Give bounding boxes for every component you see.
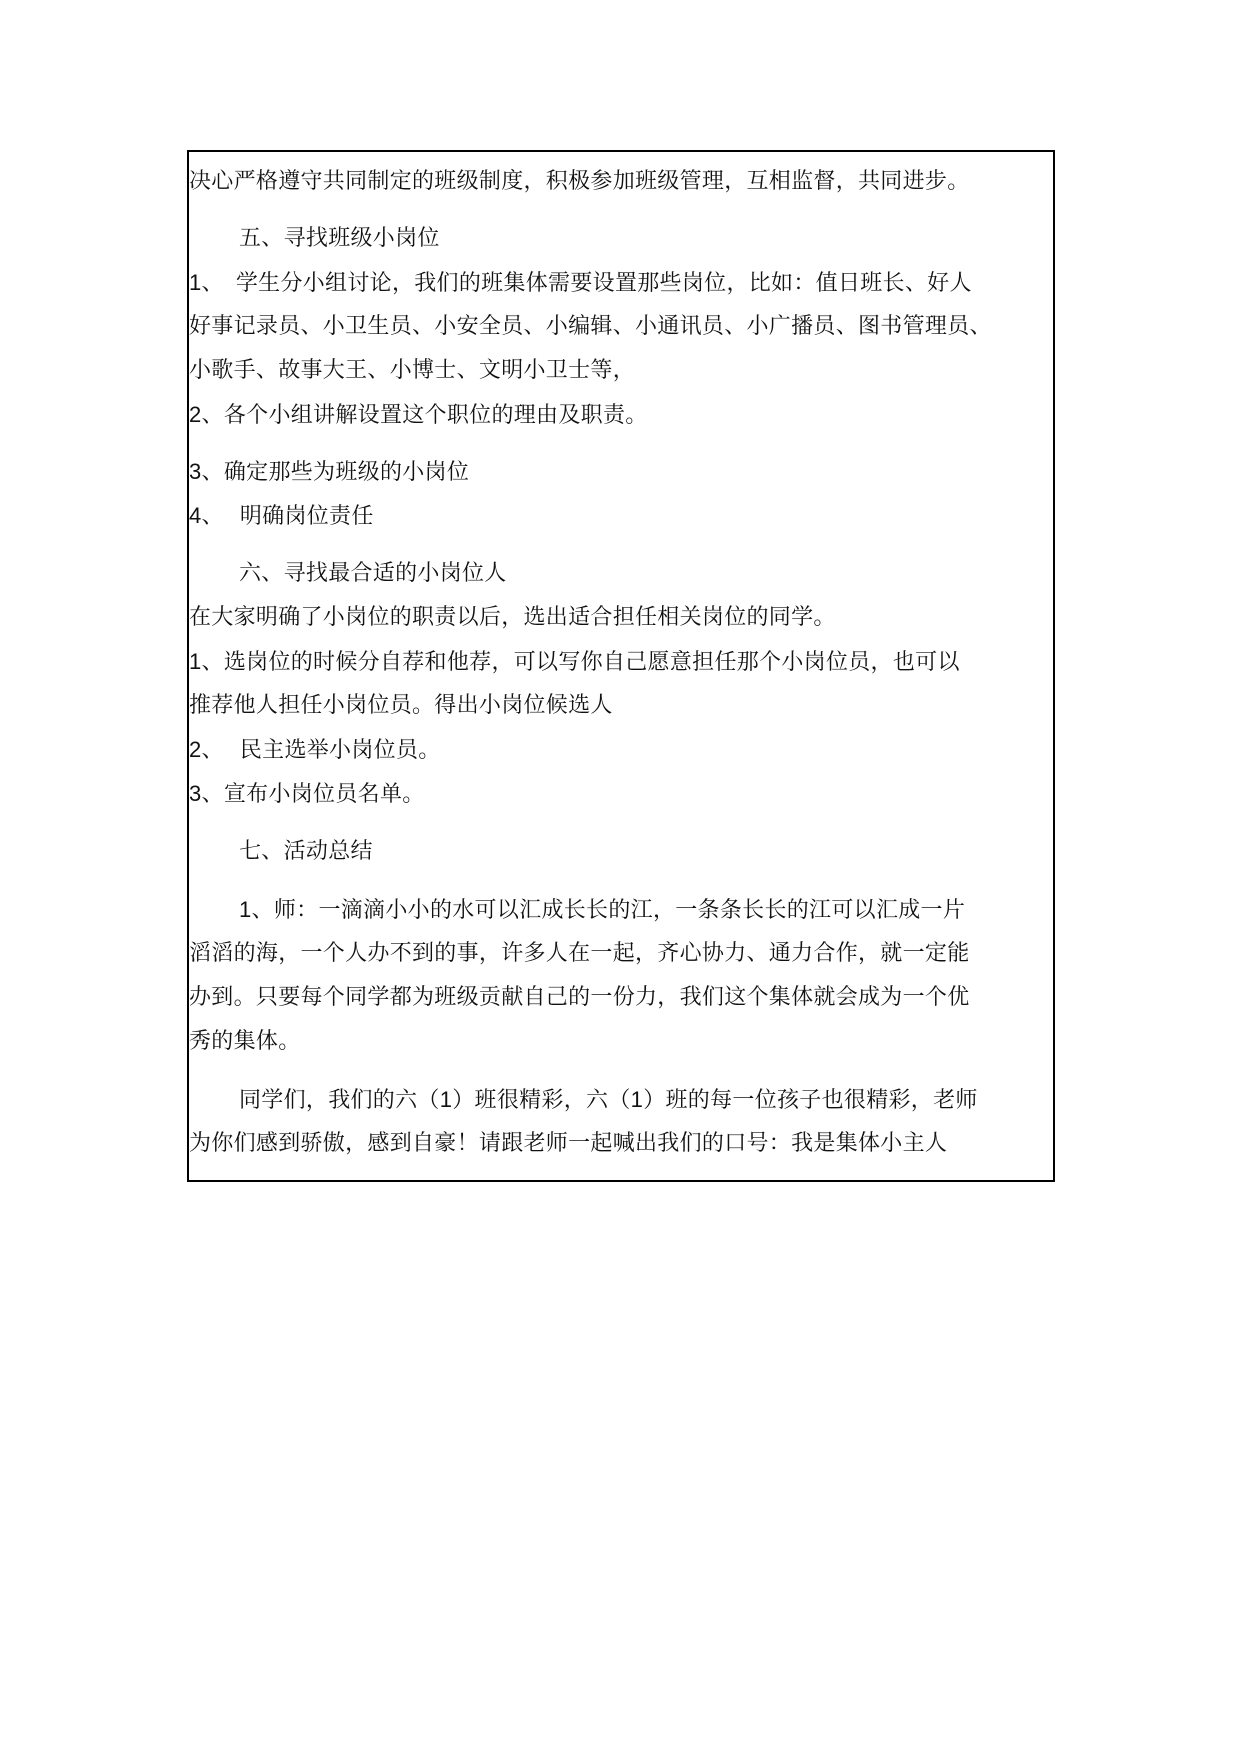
- list-item: [189, 896, 1105, 925]
- list-number: 3: [189, 459, 202, 484]
- list-item: [189, 458, 1055, 487]
- list-text: 民主选举小岗位员。: [239, 738, 441, 763]
- list-number: 2: [189, 402, 202, 427]
- list-number: 1、: [189, 270, 224, 295]
- list-text: 、师：一滴滴小小的水可以汇成长长的江，一条条长长的江可以汇成一片: [251, 898, 966, 923]
- list-item: [189, 648, 1055, 677]
- list-item: [189, 502, 1055, 531]
- text-line: 秀的集体。: [189, 1029, 301, 1054]
- section-heading-7: 七、活动总结: [239, 839, 373, 864]
- list-item: [189, 401, 1055, 430]
- list-text: 明确岗位责任: [239, 504, 374, 529]
- list-text: 、各个小组讲解设置这个职位的理由及职责。: [201, 403, 648, 428]
- list-text: 、宣布小岗位员名单。: [201, 782, 425, 807]
- list-text: 、确定那些为班级的小岗位: [201, 460, 470, 485]
- text-line: 为你们感到骄傲，感到自豪！请跟老师一起喊出我们的口号：我是集体小主人: [189, 1131, 948, 1156]
- list-item: [189, 269, 1055, 298]
- text-line: 滔滔的海，一个人办不到的事，许多人在一起，齐心协力、通力合作，就一定能: [189, 941, 970, 966]
- list-item: [189, 736, 1055, 765]
- text-segment: ）班的每一位孩子也很精彩，老师: [643, 1088, 978, 1113]
- text-segment: ）班很精彩，六（: [452, 1088, 631, 1113]
- text-line: 小歌手、故事大王、小博士、文明小卫士等，: [189, 358, 636, 383]
- list-text: 、选岗位的时候分自荐和他荐，可以写你自己愿意担任那个小岗位员，也可以: [201, 650, 960, 675]
- text-line: 在大家明确了小岗位的职责以后，选出适合担任相关岗位的同学。: [189, 605, 836, 630]
- list-text: 学生分小组讨论，我们的班集体需要设置那些岗位，比如：值日班长、好人: [235, 271, 972, 296]
- class-number: 1: [439, 1087, 453, 1112]
- text-segment: 同学们，我们的六（: [239, 1088, 440, 1113]
- list-number: 4、: [189, 503, 224, 528]
- text-line: 办到。只要每个同学都为班级贡献自己的一份力，我们这个集体就会成为一个优: [189, 985, 970, 1010]
- section-heading-5: 五、寻找班级小岗位: [239, 226, 440, 251]
- text-line: [189, 1086, 1105, 1115]
- list-number: 1: [239, 897, 252, 922]
- list-number: 2、: [189, 737, 224, 762]
- list-number: 3: [189, 781, 202, 806]
- text-line: 决心严格遵守共同制定的班级制度，积极参加班级管理，互相监督，共同进步。: [189, 169, 970, 194]
- list-item: [189, 780, 1055, 809]
- text-line: 好事记录员、小卫生员、小安全员、小编辑、小通讯员、小广播员、图书管理员、: [189, 314, 992, 339]
- text-line: 推荐他人担任小岗位员。得出小岗位候选人: [189, 693, 613, 718]
- section-heading-6: 六、寻找最合适的小岗位人: [239, 561, 507, 586]
- class-number: 1: [630, 1087, 644, 1112]
- list-number: 1: [189, 649, 202, 674]
